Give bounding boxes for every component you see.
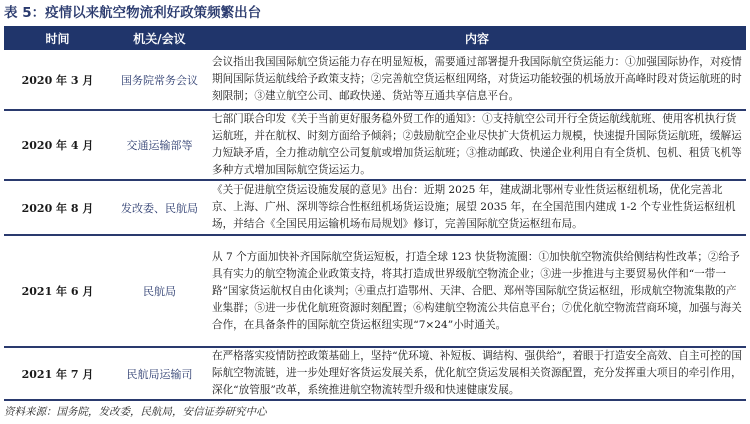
table-row: [4, 50, 746, 110]
row-org: 国务院常务会议: [111, 50, 208, 110]
table-title: 表 5：疫情以来航空物流利好政策频繁出台: [4, 5, 262, 21]
row-content: 会议指出我国国际航空货运能力存在明显短板，需要通过部署提升我国际航空货运能力：①加强国际协作，对疫情期间国际货运航线给予政策支持；②完善航空货运枢纽网络，对货运功能较强的机场放开高峰时段对货运航班的时刻限制；③建立航空公司、邮政快递、货站等互通共享信息平台。: [208, 50, 746, 110]
header-org: 机关/会议: [133, 31, 186, 46]
row-org: 民航局运输司: [111, 347, 208, 400]
header-content: 内容: [464, 31, 489, 46]
table-row: [4, 180, 746, 235]
row-time: 2020 年 8 月: [4, 180, 111, 235]
row-content: 从 7 个方面加快补齐国际航空货运短板，打造全球 123 快货物流圈：①加快航空物流供给侧结构性改革；②给予具有实力的航空物流企业政策支持，将其打造成世界级航空物流企业；③进一步推进与主要贸易伙伴和“一带一路”国家货运航权自由化谈判；④重点打造鄂州、天津、合肥、郑州等国际航空货运枢纽，形成航空物流集散的产业集群；⑤进一步优化航班资源时刻配置；⑥构建航空物流公共信息平台；⑦优化航空物流营商环境，加强与海关合作，在具备条件的国际航空货运枢纽实现“7×24”小时通关。: [208, 235, 746, 347]
row-org: 民航局: [111, 235, 208, 347]
policy-table: [4, 26, 746, 401]
row-time: 2020 年 4 月: [4, 110, 111, 180]
row-org: 发改委、民航局: [111, 180, 208, 235]
table-row: [4, 347, 746, 400]
row-org: 交通运输部等: [111, 110, 208, 180]
table-row: [4, 110, 746, 180]
row-content: 在严格落实疫情防控政策基础上，坚持“优环境、补短板、调结构、强供给”，着眼于打造安全高效、自主可控的国际航空物流链，进一步处理好客货运发展关系，优化航空货运发展相关资源配置，充分发挥重大项目的牵引作用，深化“放管服”改革，系统推进航空物流转型升级和快速健康发展。: [208, 347, 746, 400]
table-header-row: [4, 26, 746, 50]
header-time: 时间: [45, 31, 70, 46]
table-row: [4, 235, 746, 347]
row-time: 2021 年 6 月: [4, 235, 111, 347]
row-time: 2021 年 7 月: [4, 347, 111, 400]
row-content: 《关于促进航空货运设施发展的意见》出台：近期 2025 年，建成湖北鄂州专业性货运枢纽机场，优化完善北京、上海、广州、深圳等综合性枢纽机场货运设施；展望 2035 年，在全国范围内建成 1-2 个专业性货运枢纽机场，并结合《全国民用运输机场布局规划》修订，完善国际航空货运枢纽布局。: [208, 180, 746, 235]
row-content: 七部门联合印发《关于当前更好服务稳外贸工作的通知》：①支持航空公司开行全货运航线航班、使用客机执行货运航班，并在航权、时刻方面给予倾斜；②鼓励航空企业尽快扩大货机运力规模，快速提升国际货运航班，缓解运力短缺矛盾，全力推动航空公司复航或增加货运航班；③推动邮政、快递企业利用自有全货机、包机、租赁飞机等多种方式增加国际航空货运运力。: [208, 110, 746, 180]
row-time: 2020 年 3 月: [4, 50, 111, 110]
source-note: 资料来源：国务院，发改委，民航局，安信证券研究中心: [4, 406, 267, 418]
